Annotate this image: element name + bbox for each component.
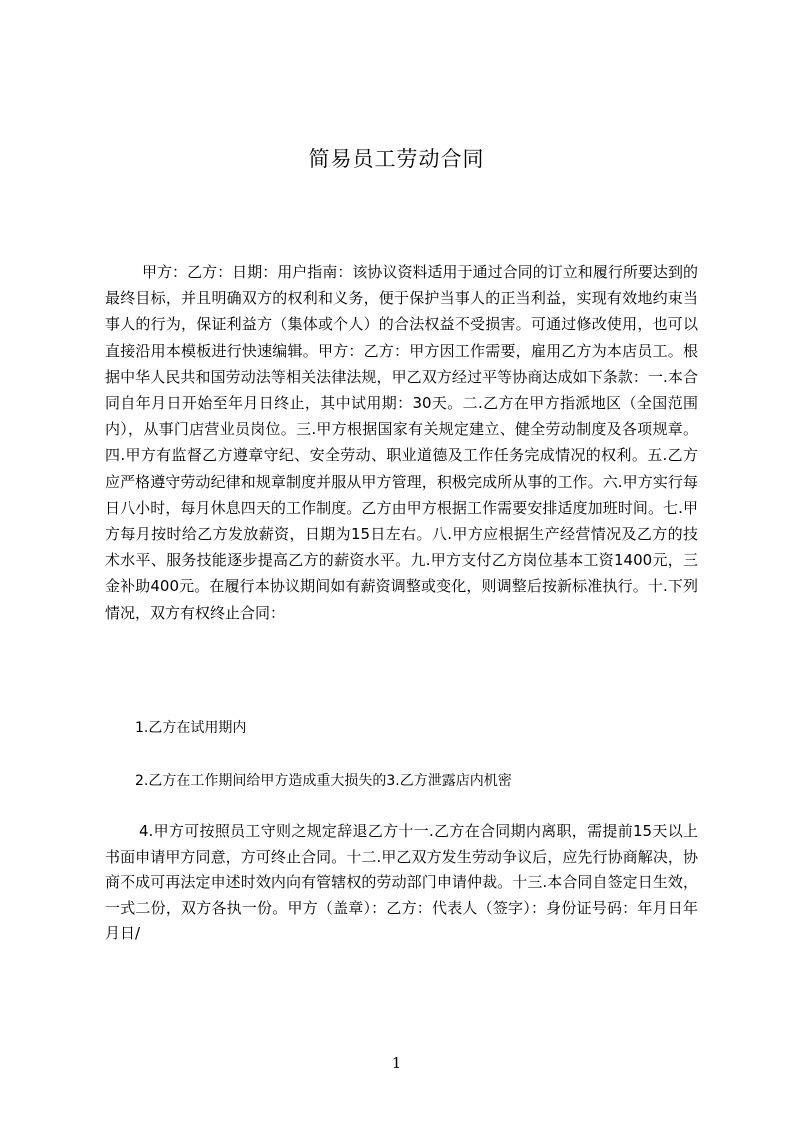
list-item: 1.乙方在试用期内: [135, 720, 247, 736]
contract-body-paragraph: 甲方：乙方：日期：用户指南：该协议资料适用于通过合同的订立和履行所要达到的最终目标，并且明确双方的权利和义务，便于保护当事人的正当利益，实现有效地约束当事人的行为，保证利益方（集体或个人）的合法权益不受损害。可通过修改使用，也可以直接沿用本模板进行快速编辑。甲方：乙方：甲方因工作需要，雇用乙方为本店员工。根据中华人民共和国劳动法等相关法律法规，甲乙双方经过平等协商达成如下条款：一.本合同自年月日开始至年月日终止，其中试用期：30天。二.乙方在甲方指派地区（全国范围内），从事门店营业员岗位。三.甲方根据国家有关规定建立、健全劳动制度及各项规章。四.甲方有监督乙方遵章守纪、安全劳动、职业道德及工作任务完成情况的权利。五.乙方应严格遵守劳动纪律和规章制度并服从甲方管理，积极完成所从事的工作。六.甲方实行每日八小时，每月休息四天的工作制度。乙方由甲方根据工作需要安排适度加班时间。七.甲方每月按时给乙方发放薪资，日期为15日左右。八.甲方应根据生产经营情况及乙方的技术水平、服务技能逐步提高乙方的薪资水平。九.甲方支付乙方岗位基本工资1400元，三金补助400元。在履行本协议期间如有薪资调整或变化，则调整后按新标准执行。十.下列情况，双方有权终止合同：: [105, 263, 698, 622]
contract-closing-paragraph: 4.甲方可按照员工守则之规定辞退乙方十一.乙方在合同期内离职，需提前15天以上书面申请甲方同意，方可终止合同。十二.甲乙双方发生劳动争议后，应先行协商解决，协商不成可再法定申述时效内向有管辖权的劳动部门申请仲裁。十三.本合同自签定日生效，一式二份，双方各执一份。甲方（盖章）：乙方：代表人（签字）：身份证号码：年月日年月日/: [105, 822, 698, 942]
document-title: 简易员工劳动合同: [308, 147, 485, 171]
list-item: 2.乙方在工作期间给甲方造成重大损失的3.乙方泄露店内机密: [135, 773, 512, 789]
page-number: 1: [391, 1054, 402, 1072]
